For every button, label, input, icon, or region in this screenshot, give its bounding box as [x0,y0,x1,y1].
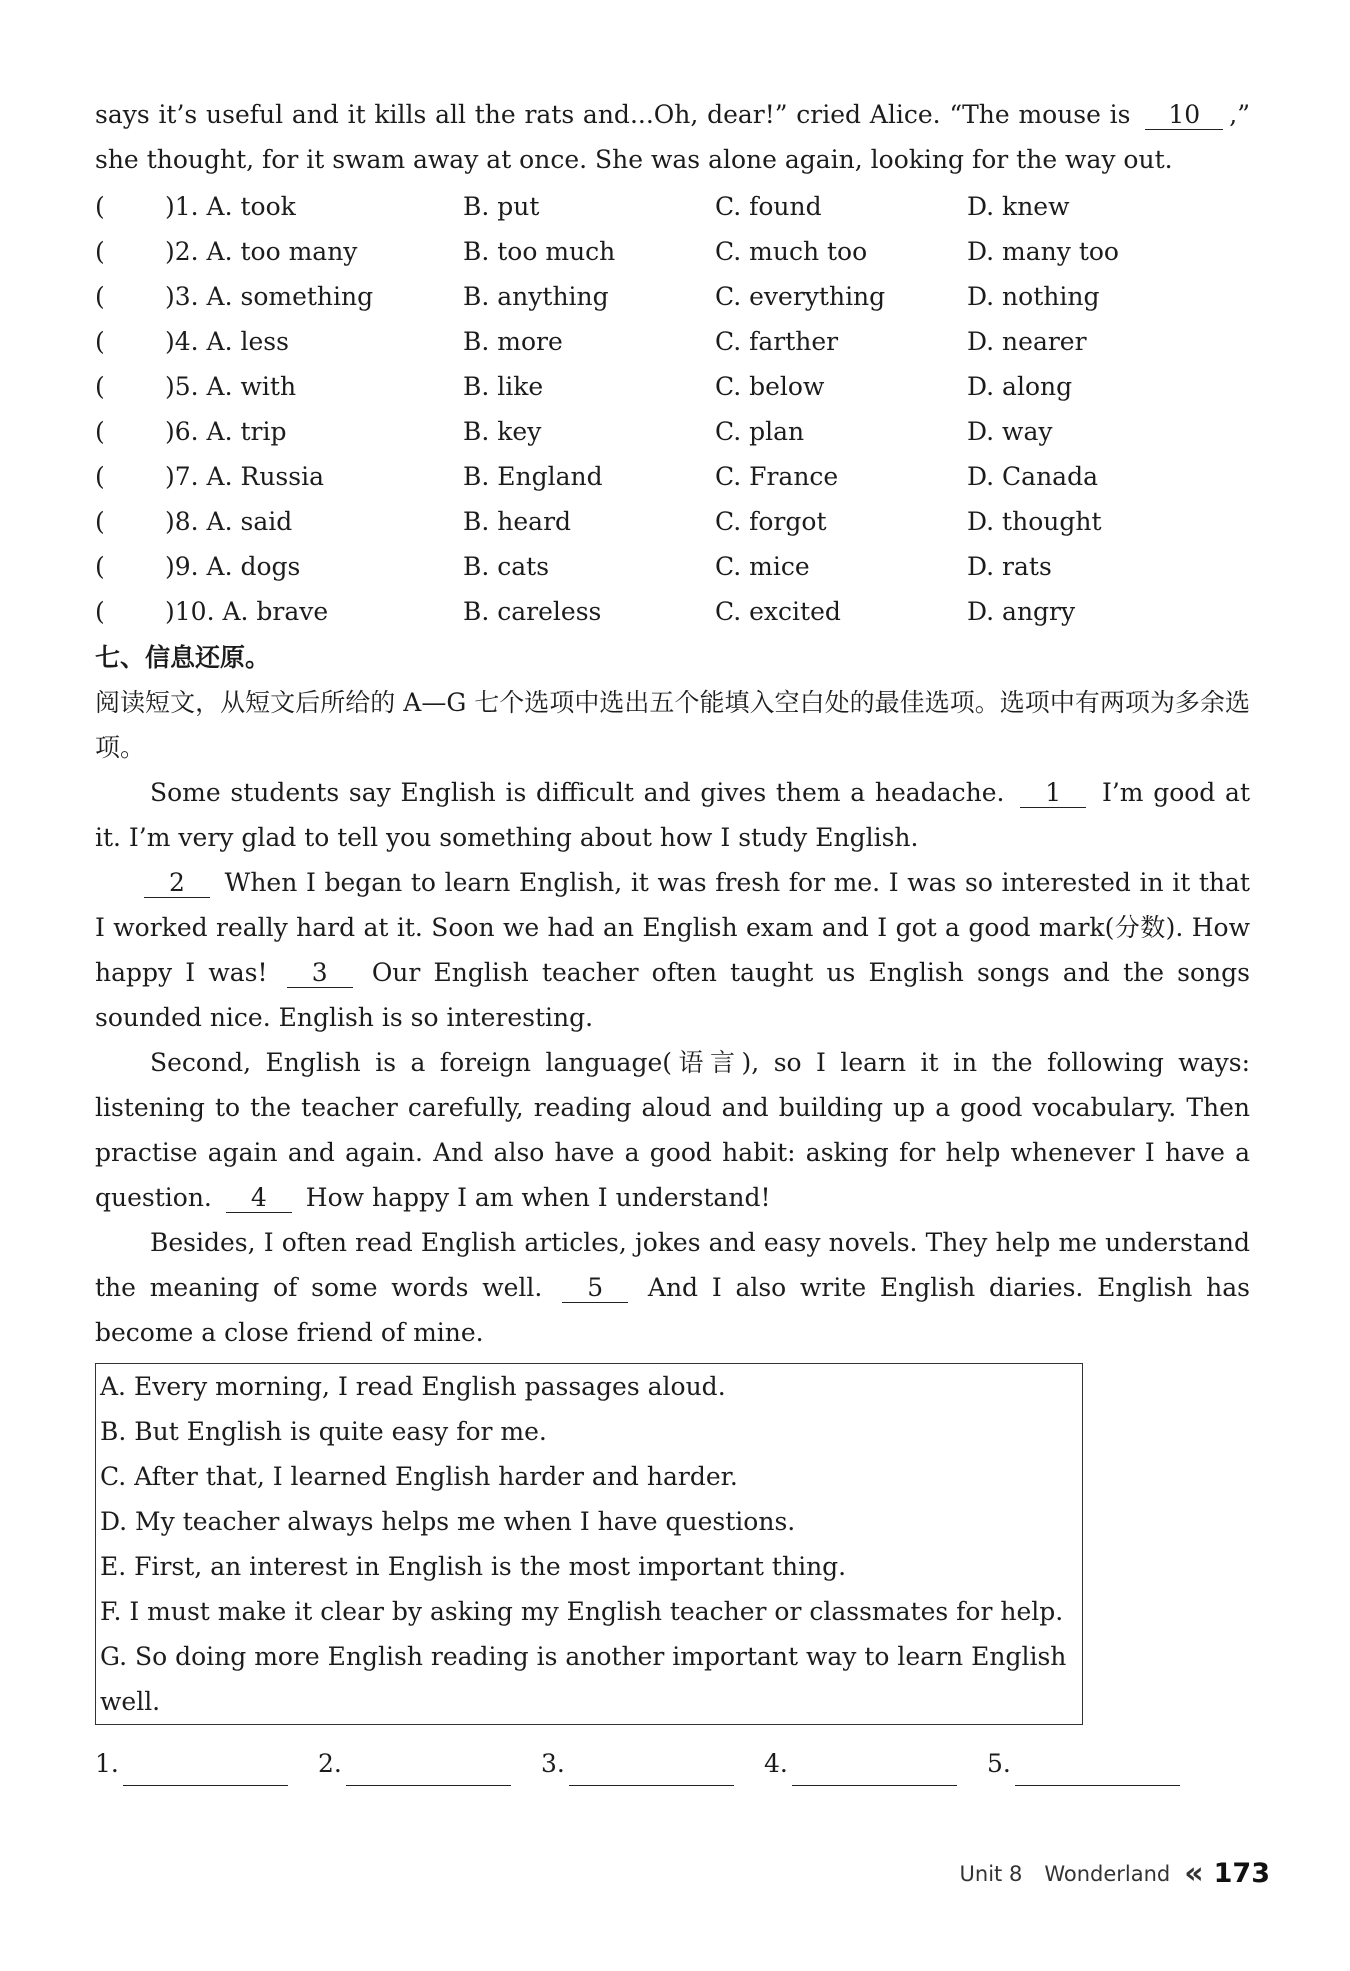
option-c: C. excited [715,597,841,626]
option-c: C. below [715,372,825,401]
question-row-10 [95,589,1250,634]
option-c: C. France [715,462,839,491]
option-b: B. key [463,417,542,446]
option-d: D. thought [967,507,1102,536]
answer-label: 4. [764,1749,788,1778]
answer-label: 1. [95,1749,119,1778]
option-item-g: G. So doing more English reading is another important way to learn English well. [100,1642,1067,1716]
chevron-left-icon: « [1184,1856,1198,1891]
option-d: D. nothing [967,282,1100,311]
option-a: )1. A. took [165,192,296,221]
option-c: C. farther [715,327,839,356]
section-instruction: 阅读短文，从短文后所给的 A—G 七个选项中选出五个能填入空白处的最佳选项。选项中有两项为多余选项。 [95,688,1250,762]
paragraph-text: Some students say English is difficult and gives them a headache. [150,778,1005,807]
option-d: D. Canada [967,462,1098,491]
section-title: 七、信息还原。 [95,643,271,672]
answer-label: 3. [541,1749,565,1778]
options-box [95,1363,1083,1725]
option-c: C. forgot [715,507,827,536]
answer-paren[interactable]: ( [95,282,105,311]
question-row-1 [95,184,1250,229]
option-a: )8. A. said [165,507,293,536]
answer-paren[interactable]: ( [95,417,105,446]
answer-lines [95,1741,1250,1786]
option-b: B. like [463,372,544,401]
option-a: )6. A. trip [165,417,287,446]
option-d: D. way [967,417,1053,446]
option-a: )4. A. less [165,327,289,356]
option-b: B. heard [463,507,572,536]
question-row-7 [95,454,1250,499]
option-d: D. nearer [967,327,1087,356]
passage-paragraph-4 [95,1220,1250,1355]
option-b: B. anything [463,282,609,311]
answer-paren[interactable]: ( [95,462,105,491]
passage-paragraph-2 [95,860,1250,1040]
option-item-c: C. After that, I learned English harder and harder. [100,1462,738,1491]
option-b: B. cats [463,552,550,581]
answer-paren[interactable]: ( [95,552,105,581]
option-c: C. much too [715,237,868,266]
footer-title: Wonderland [1044,1861,1171,1886]
question-row-2 [95,229,1250,274]
answer-blank-4[interactable]: 4 [226,1184,292,1213]
option-a: )2. A. too many [165,237,358,266]
intro-line2: thought, for it swam away at once. She was alone again, looking for the way out. [146,145,1173,174]
question-row-4 [95,319,1250,364]
page-footer [960,1856,1270,1891]
option-c: C. found [715,192,822,221]
question-row-3 [95,274,1250,319]
option-b: B. England [463,462,603,491]
option-a: )7. A. Russia [165,462,324,491]
paragraph-text: And I also write English diaries. English has become a close friend of mine. [95,1273,1250,1347]
answer-line[interactable] [1015,1755,1180,1786]
worksheet-page [95,92,1250,1786]
option-c: C. mice [715,552,810,581]
paragraph-text: Besides, I often read English articles, jokes and easy novels. They help me understand the meaning of some words well. [95,1228,1250,1302]
passage-paragraph-1 [95,770,1250,860]
answer-label: 5. [987,1749,1011,1778]
paragraph-text: Second, English is a foreign language(语言), so I learn it in the following ways: listening to the teacher carefully, reading aloud and building up a good vocabulary. Then practise again and again. And also have a good habit: asking for help whenever I have a question. [95,1048,1250,1212]
option-d: D. rats [967,552,1052,581]
question-row-6 [95,409,1250,454]
paragraph-text: Our English teacher often taught us English songs and the songs sounded nice. English is so interesting. [95,958,1250,1032]
question-row-5 [95,364,1250,409]
passage-continuation [95,92,1250,182]
option-a: )10. A. brave [165,597,329,626]
multiple-choice-list [95,184,1250,634]
option-b: B. more [463,327,563,356]
answer-blank-10[interactable]: 10 [1145,101,1223,130]
paragraph-text: I’m good at it. I’m very glad to tell you something about how I study English. [95,778,1250,852]
intro-line1: says it’s useful and it kills all the rats and...Oh, dear!” cried Alice. “The mouse is [95,100,1131,129]
option-c: C. everything [715,282,886,311]
answer-line[interactable] [346,1755,511,1786]
option-d: D. many too [967,237,1119,266]
answer-slot-2 [318,1741,541,1786]
answer-slot-4 [764,1741,987,1786]
question-row-8 [95,499,1250,544]
option-d: D. angry [967,597,1076,626]
answer-paren[interactable]: ( [95,327,105,356]
option-item-e: E. First, an interest in English is the most important thing. [100,1552,847,1581]
option-d: D. along [967,372,1073,401]
answer-blank-2[interactable]: 2 [144,869,210,898]
option-item-f: F. I must make it clear by asking my English teacher or classmates for help. [100,1597,1064,1626]
answer-paren[interactable]: ( [95,507,105,536]
paragraph-text: When I began to learn English, it was fresh for me. I was so interested in it that I worked really hard at it. Soon we had an English exam and I got a good mark(分数). How happy I was! [95,868,1250,987]
answer-paren[interactable]: ( [95,237,105,266]
answer-blank-1[interactable]: 1 [1020,779,1086,808]
answer-line[interactable] [123,1755,288,1786]
option-a: )9. A. dogs [165,552,301,581]
answer-paren[interactable]: ( [95,597,105,626]
answer-paren[interactable]: ( [95,372,105,401]
paragraph-text: How happy I am when I understand! [305,1183,771,1212]
option-a: )3. A. something [165,282,374,311]
intro-line1-end: ,” she [95,100,1251,174]
answer-blank-5[interactable]: 5 [562,1274,628,1303]
page-number: 173 [1213,1858,1270,1889]
answer-paren[interactable]: ( [95,192,105,221]
answer-label: 2. [318,1749,342,1778]
option-d: D. knew [967,192,1070,221]
option-b: B. too much [463,237,616,266]
answer-slot-3 [541,1741,764,1786]
question-row-9 [95,544,1250,589]
option-b: B. put [463,192,540,221]
answer-blank-3[interactable]: 3 [287,959,353,988]
option-c: C. plan [715,417,805,446]
option-item-b: B. But English is quite easy for me. [100,1417,547,1446]
option-b: B. careless [463,597,602,626]
footer-unit: Unit 8 [959,1861,1023,1886]
option-a: )5. A. with [165,372,297,401]
answer-line[interactable] [792,1755,957,1786]
option-item-d: D. My teacher always helps me when I have questions. [100,1507,796,1536]
answer-line[interactable] [569,1755,734,1786]
answer-slot-5 [987,1741,1210,1786]
option-item-a: A. Every morning, I read English passages aloud. [100,1372,726,1401]
passage-paragraph-3 [95,1040,1250,1220]
answer-slot-1 [95,1741,318,1786]
